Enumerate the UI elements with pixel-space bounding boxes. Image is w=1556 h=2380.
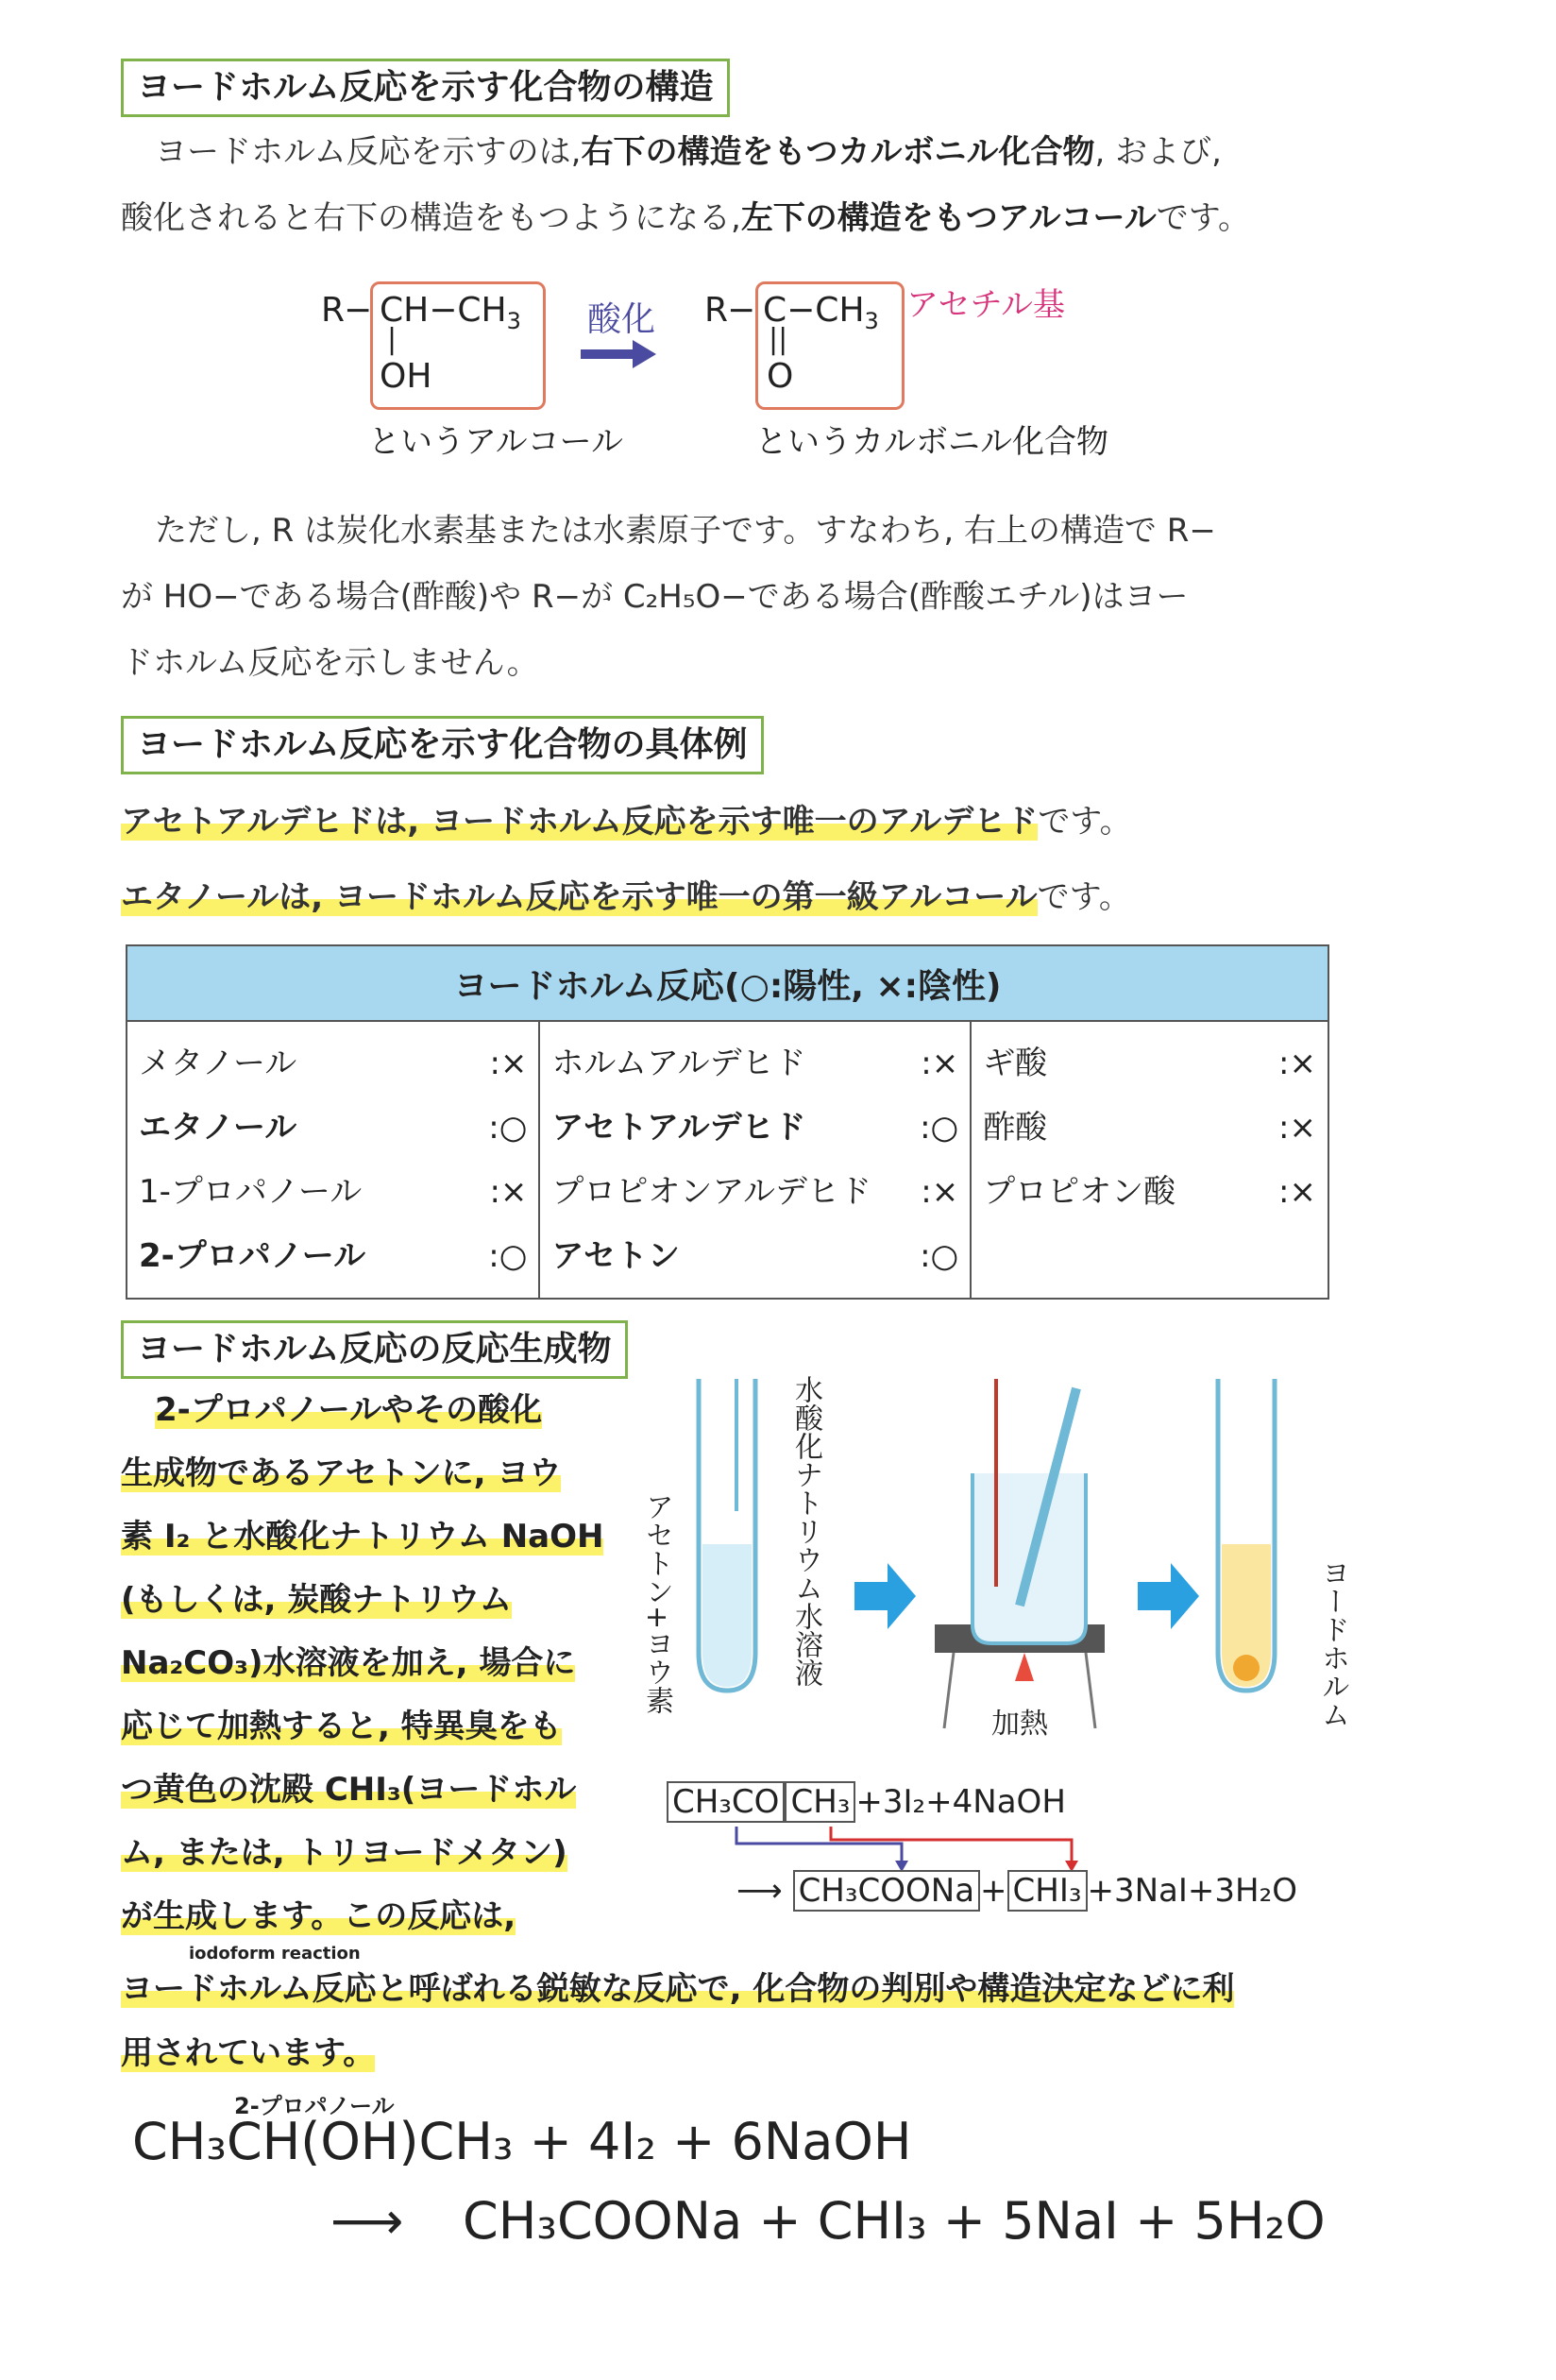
compound-name: ホルムアルデヒド (551, 1045, 806, 1082)
reaction-result: :× (921, 1045, 959, 1082)
examples-paragraph: アセトアルデヒドは, ヨードホルム反応を示す唯一のアルデヒドです。 エタノールは, ヨードホルム反応を示す唯一の第一級アルコールです。 (121, 803, 1132, 916)
label-acetone-iodine: アセトン+ヨウ素 (640, 1492, 673, 1715)
section-heading-structure: ヨードホルム反応を示す化合物の構造 (121, 59, 730, 117)
big-equation-arrow: ⟶ (330, 2191, 404, 2251)
carbonyl-formula: $C-CH_3$ (763, 291, 879, 335)
products-text-line: 生成物であるアセトンに, ヨウ (121, 1454, 562, 1492)
compound-name: 2-プロパノール (139, 1237, 366, 1275)
oxidation-label: 酸化 (587, 300, 656, 339)
products-paragraph (121, 1379, 612, 1948)
table-entry (551, 1160, 958, 1224)
products-text-line: 2-プロパノールやその酸化 (155, 1391, 543, 1429)
alcohol-caption: というアルコール (368, 423, 623, 461)
carbonyl-o: O (767, 357, 794, 396)
products-text-line: 素 I₂ と水酸化ナトリウム NaOH (121, 1518, 604, 1556)
compound-name: プロピオンアルデヒド (551, 1173, 872, 1211)
product-sodium-acetate: CH₃COONa (793, 1870, 980, 1912)
alcohol-formula: $CH-CH_3$ (380, 291, 521, 335)
intro-paragraph: ヨードホルム反応を示すのは,右下の構造をもつカルボニル化合物, および, 酸化されると右下の構造をもつようになる,左下の構造をもつアルコールです。 (121, 133, 1251, 237)
beaker-heating (935, 1379, 1105, 1728)
big-eq-label: 2-プロパノール (234, 2093, 395, 2119)
alcohol-bond: − (344, 291, 373, 330)
label-iodoform: ヨードホルム (1316, 1558, 1349, 1728)
compound-name: アセトアルデヒド (551, 1109, 806, 1147)
process-arrow-2 (1138, 1563, 1199, 1629)
note-paragraph: ただし, R は炭化水素基または水素原子です。すなわち, 右上の構造で R− が HO−である場合(酢酸)や R−が C₂H₅O−である場合(酢酸エチル)はヨー ドホルム反応を示しません。 (121, 512, 1216, 682)
table-entry (551, 1224, 958, 1288)
iodoform-english: iodoform reaction (189, 1944, 361, 1964)
table-entry (139, 1224, 527, 1288)
reaction-result: :× (489, 1045, 528, 1082)
products-text-line: Na₂CO₃)水溶液を加え, 場合に (121, 1644, 576, 1682)
test-tube-iodoform (1218, 1379, 1275, 1691)
reaction-result: :○ (488, 1237, 528, 1275)
reaction-result: :○ (488, 1109, 528, 1147)
carbonyl-bond: − (727, 291, 756, 330)
table-entry (139, 1031, 527, 1096)
label-naoh-solution: 水酸化ナトリウム水溶液 (789, 1375, 822, 1687)
reaction-reactants: CH₃CO CH₃ +3I₂+4NaOH (667, 1783, 1066, 1821)
big-equation-line2: CH₃COONa + CHI₃ + 5NaI + 5H₂O (463, 2191, 1326, 2251)
compound-name: エタノール (139, 1109, 297, 1147)
table-entry (551, 1096, 958, 1160)
section-heading-examples: ヨードホルム反応を示す化合物の具体例 (121, 716, 764, 774)
reaction-products: ⟶ CH₃COONa + CHI₃ +3NaI+3H₂O (736, 1872, 1297, 1910)
products-text-line: (もしくは, 炭酸ナトリウム (121, 1581, 512, 1619)
reaction-result: :× (1278, 1173, 1316, 1211)
table-entry (139, 1160, 527, 1224)
compound-name: 酢酸 (983, 1109, 1048, 1147)
table-entry (983, 1096, 1316, 1160)
reaction-result: :× (1278, 1109, 1316, 1147)
table-title: ヨードホルム反応(○:陽性, ×:陰性) (127, 945, 1328, 1021)
product-iodoform: CHI₃ (1007, 1870, 1088, 1912)
table-entry (139, 1096, 527, 1160)
alcohol-r: R (321, 291, 346, 330)
carbonyl-caption: というカルボニル化合物 (755, 423, 1108, 461)
reaction-result: :× (489, 1173, 528, 1211)
table-column-acids (971, 1021, 1328, 1299)
carbonyl-r: R (704, 291, 729, 330)
iodoform-table (126, 944, 1329, 1300)
reaction-result: :○ (920, 1237, 959, 1275)
test-tube-acetone (699, 1379, 755, 1691)
reactant-methyl-part: CH₃ (785, 1781, 855, 1823)
compound-name: 1-プロパノール (139, 1173, 363, 1211)
products-text-line: ム, または, トリヨードメタン) (121, 1834, 567, 1872)
table-entry (983, 1031, 1316, 1096)
reactant-acetyl-part: CH₃CO (667, 1781, 785, 1823)
alcohol-oh: OH (380, 357, 432, 396)
carbonyl-double-bond: || (769, 323, 788, 356)
alcohol-vertical-bond: | (387, 323, 397, 356)
table-entry (551, 1031, 958, 1096)
compound-name: アセトン (551, 1237, 681, 1275)
products-text-line: 応じて加熱すると, 特異臭をも (121, 1708, 562, 1745)
table-entry (983, 1160, 1316, 1224)
acetyl-group-label: アセチル基 (906, 286, 1065, 324)
big-equation-line1: CH₃CH(OH)CH₃ + 4I₂ + 6NaOH (132, 2112, 912, 2171)
products-text-line: つ黄色の沈殿 CHI₃(ヨードホル (121, 1771, 577, 1809)
reaction-mapping-arrows (727, 1825, 1105, 1872)
products-last-lines: ヨードホルム反応と呼ばれる鋭敏な反応で, 化合物の判別や構造決定などに利 用されています。 (121, 1970, 1235, 2072)
process-arrow-1 (854, 1563, 916, 1629)
oxidation-arrow (581, 340, 656, 368)
reaction-result: :× (921, 1173, 959, 1211)
section-heading-products: ヨードホルム反応の反応生成物 (121, 1320, 628, 1379)
products-text-line: が生成します。この反応は, (121, 1897, 516, 1935)
compound-name: ギ酸 (983, 1045, 1048, 1082)
table-column-alcohols (127, 1021, 539, 1299)
compound-name: メタノール (139, 1045, 297, 1082)
reaction-result: :○ (920, 1109, 959, 1147)
compound-name: プロピオン酸 (983, 1173, 1176, 1211)
table-column-aldehydes (539, 1021, 971, 1299)
label-heating: 加熱 (991, 1708, 1048, 1741)
reaction-result: :× (1278, 1045, 1316, 1082)
